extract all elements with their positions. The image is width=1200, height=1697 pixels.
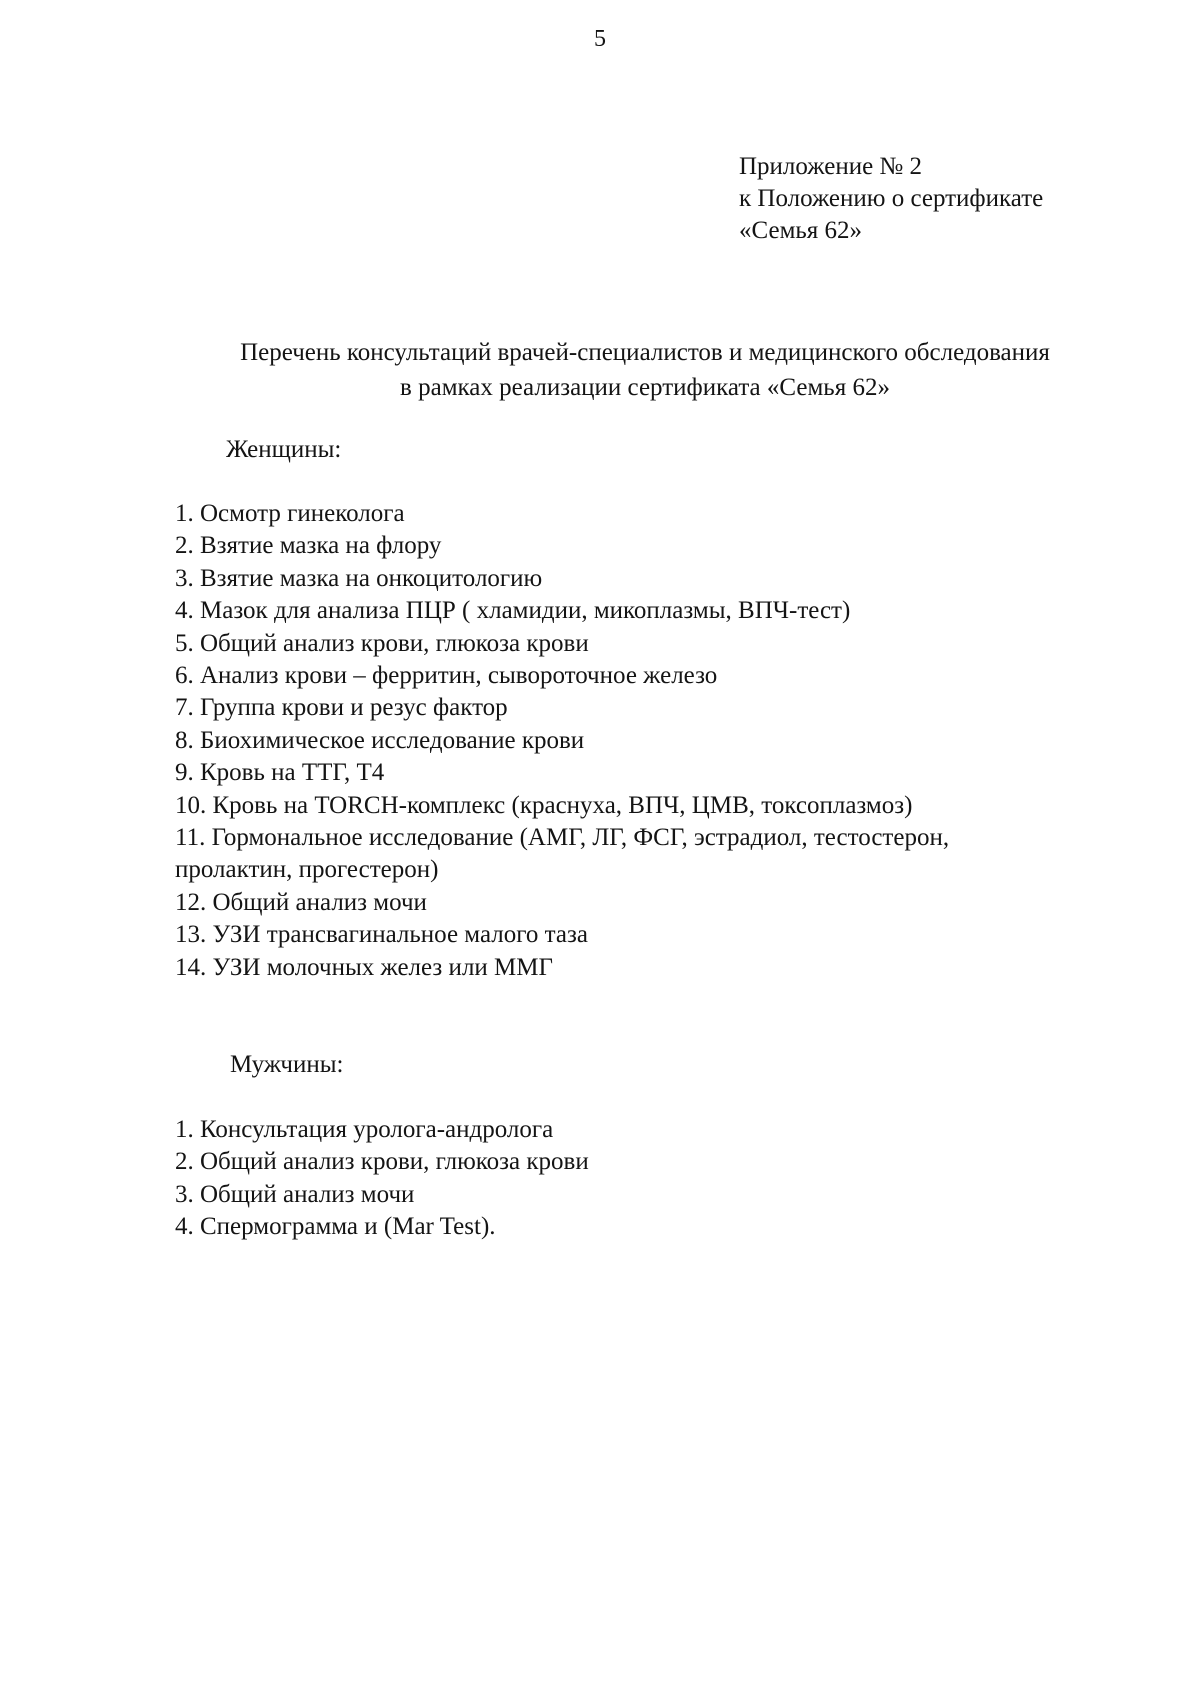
- women-list-item: 12. Общий анализ мочи: [175, 888, 427, 916]
- men-list-item: 1. Консультация уролога-андролога: [175, 1116, 554, 1143]
- women-list-item: 5. Общий анализ крови, глюкоза крови: [175, 629, 589, 657]
- page-number: 5: [594, 26, 606, 52]
- document-title: [0, 335, 1200, 405]
- annex-block: [739, 151, 1043, 247]
- women-list-item: 11. Гормональное исследование (АМГ, ЛГ, ФСГ, эстрадиол, тестостерон,: [175, 824, 950, 852]
- document-title-line-1: Перечень консультаций врачей-специалистов и медицинского обследования: [240, 339, 1050, 366]
- women-list-item: 7. Группа крови и резус фактор: [175, 694, 508, 722]
- annex-line-2: к Положению о сертификате: [739, 185, 1044, 212]
- women-list-item: 13. УЗИ трансвагинальное малого таза: [175, 921, 588, 949]
- women-list-item: 3. Взятие мазка на онкоцитологию: [175, 564, 543, 592]
- women-list-item: 14. УЗИ молочных желез или ММГ: [175, 953, 553, 981]
- women-list: [175, 498, 949, 984]
- women-list-item-continuation: пролактин, прогестерон): [175, 856, 439, 884]
- women-list-item: 1. Осмотр гинеколога: [175, 500, 405, 527]
- annex-line-1: Приложение № 2: [739, 153, 923, 180]
- men-list-item: 3. Общий анализ мочи: [175, 1180, 415, 1208]
- women-list-item: 9. Кровь на ТТГ, Т4: [175, 759, 385, 787]
- women-list-item: 10. Кровь на TORCH-комплекс (краснуха, ВПЧ, ЦМВ, токсоплазмоз): [175, 791, 913, 819]
- men-list: [175, 1114, 589, 1244]
- document-title-line-2: в рамках реализации сертификата «Семья 62»: [400, 374, 890, 401]
- men-list-item: 2. Общий анализ крови, глюкоза крови: [175, 1148, 589, 1176]
- men-list-item: 4. Спермограмма и (Mar Test).: [175, 1213, 496, 1241]
- annex-line-3: «Семья 62»: [739, 217, 863, 244]
- women-list-item: 2. Взятие мазка на флору: [175, 532, 442, 560]
- women-heading: Женщины:: [226, 436, 342, 463]
- women-list-item: 4. Мазок для анализа ПЦР ( хламидии, микоплазмы, ВПЧ-тест): [175, 597, 851, 625]
- women-list-item: 6. Анализ крови – ферритин, сывороточное железо: [175, 662, 718, 690]
- women-list-item: 8. Биохимическое исследование крови: [175, 726, 585, 754]
- men-heading: Мужчины:: [230, 1051, 344, 1078]
